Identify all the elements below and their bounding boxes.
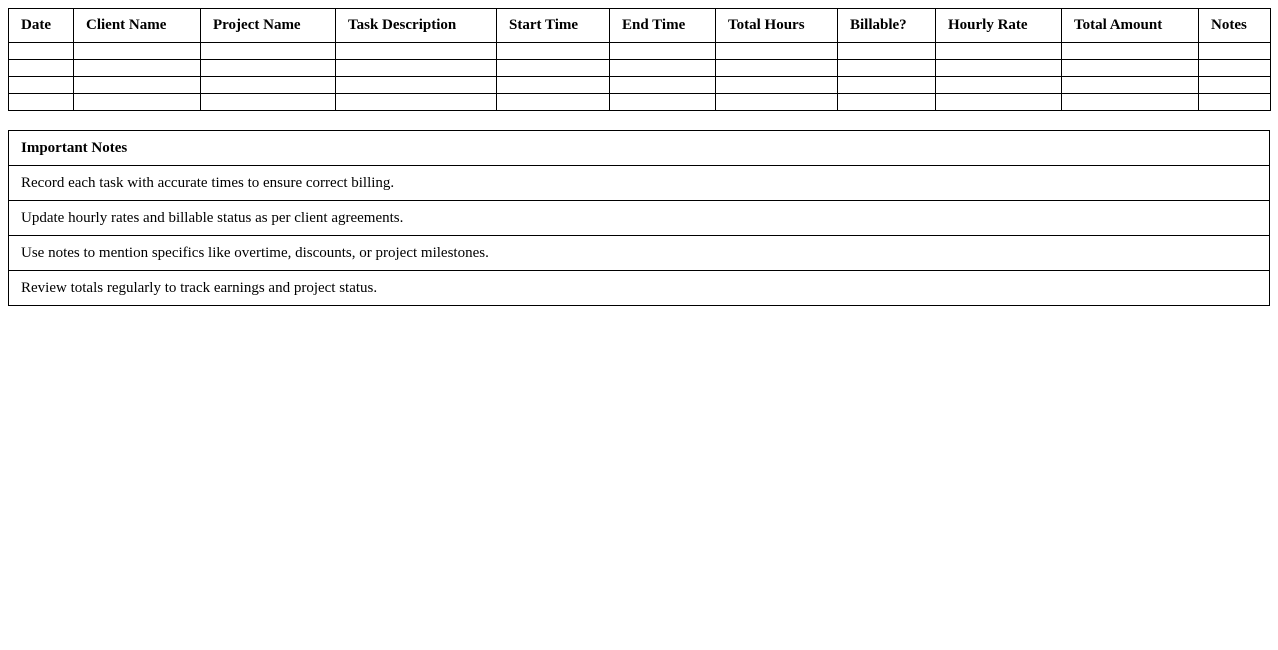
note-item: Update hourly rates and billable status as per client agreements. [9,201,1270,236]
table-cell[interactable] [9,43,74,60]
table-cell[interactable] [201,60,336,77]
table-cell[interactable] [9,77,74,94]
table-cell[interactable] [610,60,716,77]
table-cell[interactable] [1062,60,1199,77]
column-header-end-time[interactable]: End Time [610,9,716,43]
column-header-total-amount[interactable]: Total Amount [1062,9,1199,43]
table-cell[interactable] [838,94,936,111]
column-header-client-name[interactable]: Client Name [74,9,201,43]
column-header-project-name[interactable]: Project Name [201,9,336,43]
table-cell[interactable] [74,60,201,77]
table-cell[interactable] [936,43,1062,60]
note-row [9,201,1270,236]
table-row [9,94,1271,111]
table-cell[interactable] [201,94,336,111]
timesheet-header-row [9,9,1271,43]
table-cell[interactable] [1062,43,1199,60]
note-item: Use notes to mention specifics like overtime, discounts, or project milestones. [9,236,1270,271]
table-cell[interactable] [74,43,201,60]
table-cell[interactable] [1199,94,1271,111]
table-cell[interactable] [74,94,201,111]
note-item: Record each task with accurate times to ensure correct billing. [9,166,1270,201]
table-cell[interactable] [936,94,1062,111]
table-cell[interactable] [838,60,936,77]
table-cell[interactable] [201,77,336,94]
table-cell[interactable] [336,94,497,111]
table-cell[interactable] [1199,60,1271,77]
table-cell[interactable] [610,94,716,111]
table-cell[interactable] [838,43,936,60]
column-header-start-time[interactable]: Start Time [497,9,610,43]
table-cell[interactable] [336,77,497,94]
table-row [9,60,1271,77]
table-cell[interactable] [497,60,610,77]
table-cell[interactable] [9,60,74,77]
note-item: Review totals regularly to track earnings and project status. [9,271,1270,306]
table-cell[interactable] [336,43,497,60]
table-cell[interactable] [838,77,936,94]
table-cell[interactable] [716,43,838,60]
timesheet-table [8,8,1271,111]
table-cell[interactable] [497,77,610,94]
column-header-notes[interactable]: Notes [1199,9,1271,43]
table-cell[interactable] [716,94,838,111]
table-cell[interactable] [936,60,1062,77]
notes-heading-row [9,131,1270,166]
table-cell[interactable] [201,43,336,60]
table-cell[interactable] [1199,43,1271,60]
note-row [9,271,1270,306]
table-cell[interactable] [716,60,838,77]
note-row [9,166,1270,201]
table-cell[interactable] [497,94,610,111]
table-cell[interactable] [336,60,497,77]
table-cell[interactable] [936,77,1062,94]
important-notes-table [8,130,1270,306]
column-header-hourly-rate[interactable]: Hourly Rate [936,9,1062,43]
table-cell[interactable] [1062,94,1199,111]
column-header-billable[interactable]: Billable? [838,9,936,43]
notes-heading: Important Notes [9,131,1270,166]
column-header-date[interactable]: Date [9,9,74,43]
column-header-total-hours[interactable]: Total Hours [716,9,838,43]
column-header-task-description[interactable]: Task Description [336,9,497,43]
table-row [9,43,1271,60]
table-cell[interactable] [9,94,74,111]
table-cell[interactable] [610,43,716,60]
table-cell[interactable] [1062,77,1199,94]
table-cell[interactable] [1199,77,1271,94]
table-row [9,77,1271,94]
note-row [9,236,1270,271]
table-cell[interactable] [74,77,201,94]
timesheet-body [9,43,1271,111]
table-cell[interactable] [497,43,610,60]
table-cell[interactable] [610,77,716,94]
table-cell[interactable] [716,77,838,94]
